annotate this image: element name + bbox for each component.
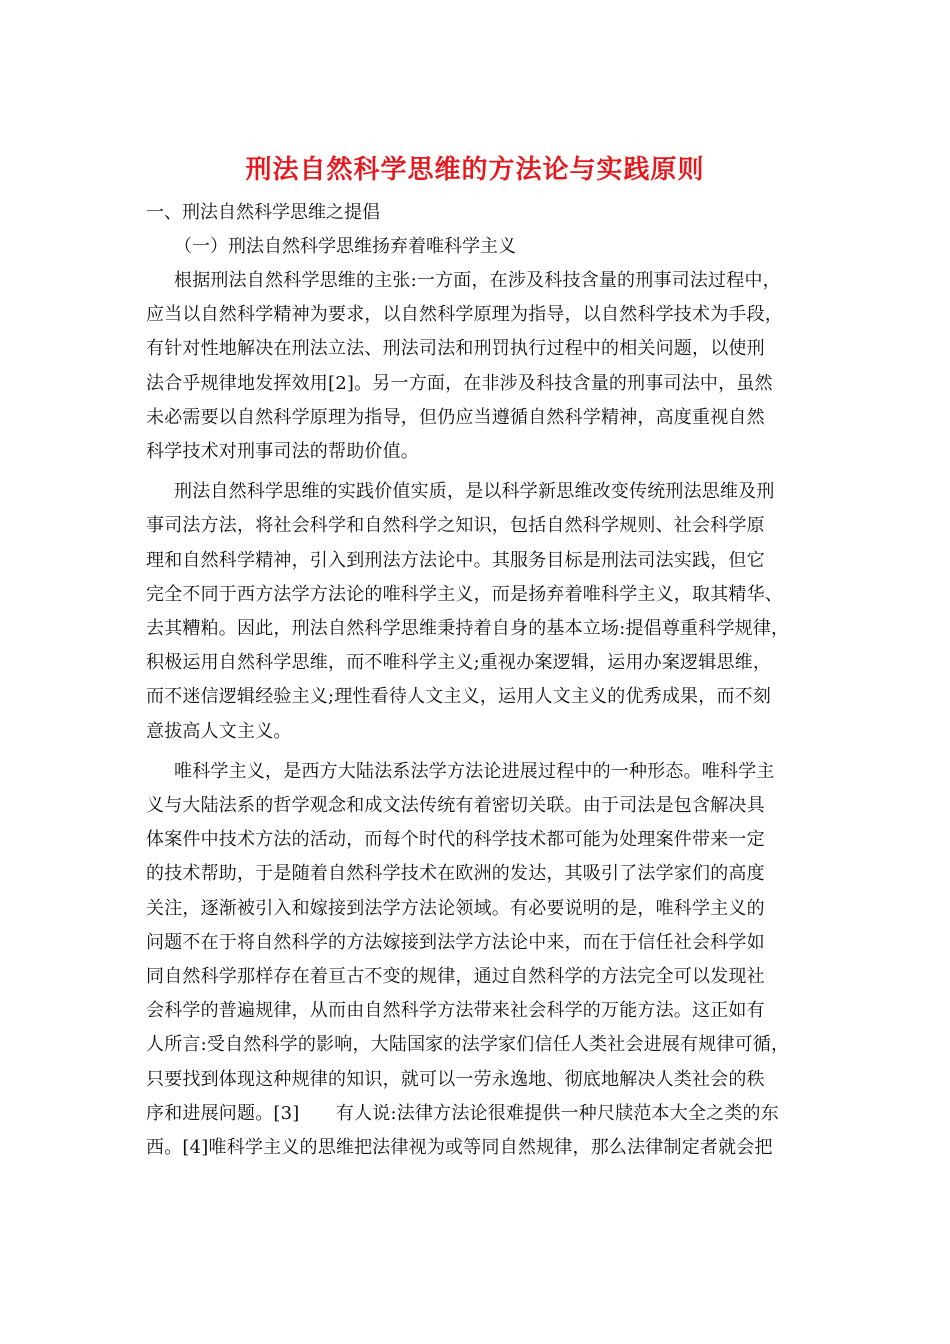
paragraph-line: 体案件中技术方法的活动，而每个时代的科学技术都可能为处理案件带来一定	[146, 829, 765, 851]
paragraph-line: 应当以自然科学精神为要求，以自然科学原理为指导，以自然科学技术为手段，	[146, 304, 783, 326]
paragraph-line: 法合乎规律地发挥效用[2]。另一方面，在非涉及科技含量的刑事司法中，虽然	[146, 372, 773, 394]
paragraph-line: 事司法方法，将社会科学和自然科学之知识，包括自然科学规则、社会科学原	[146, 515, 765, 537]
paragraph-line: 而不迷信逻辑经验主义;理性看待人文主义，运用人文主义的优秀成果，而不刻	[146, 686, 772, 708]
paragraph-line: 问题不在于将自然科学的方法嫁接到法学方法论中来，而在于信任社会科学如	[146, 931, 765, 953]
paragraph-line: 人所言:受自然科学的影响，大陆国家的法学家们信任人类社会进展有规律可循，	[146, 1034, 790, 1056]
paragraph-line: 会科学的普遍规律，从而由自然科学方法带来社会科学的万能方法。这正如有	[146, 1000, 765, 1022]
paragraph-1	[146, 264, 814, 469]
paragraph-line: 未必需要以自然科学原理为指导，但仍应当遵循自然科学精神，高度重视自然	[146, 406, 765, 428]
subsection-heading: （一）刑法自然科学思维扬弃着唯科学主义	[174, 236, 516, 257]
paragraph-line: 序和进展问题。[3] 有人说:法律方法论很难提供一种尺牍范本大全之类的东	[146, 1102, 779, 1124]
paragraph-line: 关注，逐渐被引入和嫁接到法学方法论领域。有必要说明的是，唯科学主义的	[146, 897, 765, 919]
paragraph-line: 意拔高人文主义。	[146, 720, 292, 742]
paragraph-line: 同自然科学那样存在着亘古不变的规律，通过自然科学的方法完全可以发现社	[146, 966, 765, 988]
paragraph-line: 西。[4]唯科学主义的思维把法律视为或等同自然规律，那么法律制定者就会把	[146, 1137, 773, 1159]
paragraph-line: 的技术帮助，于是随着自然科学技术在欧洲的发达，其吸引了法学家们的高度	[146, 863, 765, 885]
paragraph-line: 完全不同于西方法学方法论的唯科学主义，而是扬弃着唯科学主义，取其精华、	[146, 583, 783, 605]
section-heading: 一、刑法自然科学思维之提倡	[146, 202, 380, 223]
paragraph-line: 有针对性地解决在刑法立法、刑法司法和刑罚执行过程中的相关问题，以使刑	[146, 338, 765, 360]
paragraph-line: 义与大陆法系的哲学观念和成文法传统有着密切关联。由于司法是包含解决具	[146, 795, 765, 817]
document-body	[146, 264, 814, 1165]
paragraph-line: 唯科学主义，是西方大陆法系法学方法论进展过程中的一种形态。唯科学主	[174, 760, 775, 782]
paragraph-line: 积极运用自然科学思维，而不唯科学主义;重视办案逻辑，运用办案逻辑思维，	[146, 652, 772, 674]
paragraph-line: 理和自然科学精神，引入到刑法方法论中。其服务目标是刑法司法实践，但它	[146, 549, 765, 571]
paragraph-3	[146, 755, 814, 1165]
paragraph-line: 刑法自然科学思维的实践价值实质，是以科学新思维改变传统刑法思维及刑	[174, 481, 775, 503]
paragraph-line: 去其糟粕。因此，刑法自然科学思维秉持着自身的基本立场:提倡尊重科学规律，	[146, 618, 790, 640]
paragraph-line: 根据刑法自然科学思维的主张:一方面，在涉及科技含量的刑事司法过程中，	[174, 270, 781, 291]
paragraph-2	[146, 475, 814, 749]
paragraph-line: 科学技术对刑事司法的帮助价值。	[146, 441, 419, 463]
paragraph-line: 只要找到体现这种规律的知识，就可以一劳永逸地、彻底地解决人类社会的秩	[146, 1068, 765, 1090]
document-title: 刑法自然科学思维的方法论与实践原则	[245, 155, 705, 185]
